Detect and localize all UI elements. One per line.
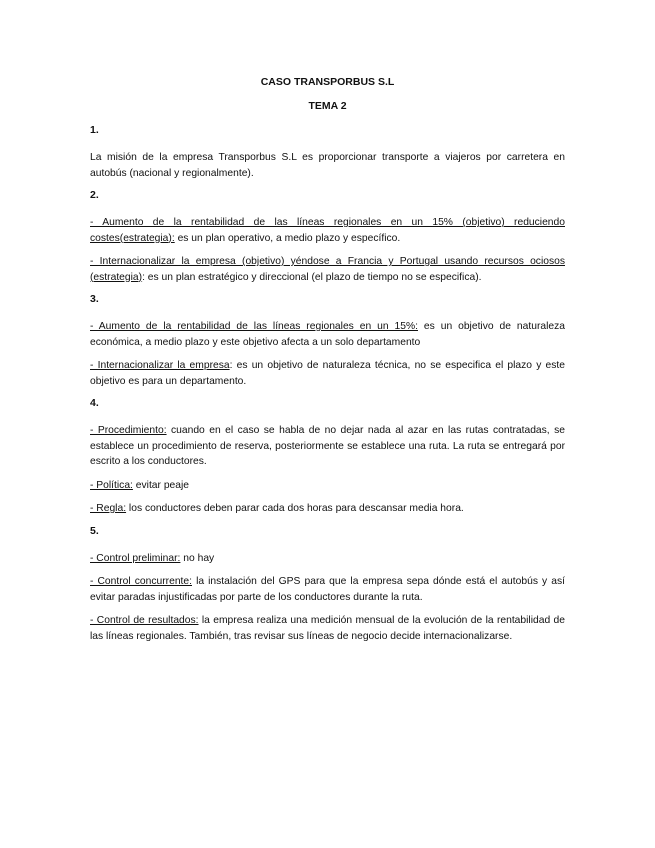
paragraph-text: los conductores deben parar cada dos horas para descansar media hora. (126, 503, 464, 514)
paragraph-text: : es un plan estratégico y direccional (el plazo de tiempo no se especifica). (142, 271, 482, 283)
answer-paragraph (90, 478, 565, 494)
answer-paragraph (90, 319, 565, 350)
paragraph-text: no hay (180, 552, 215, 564)
underlined-term: - Internacionalizar la empresa (90, 360, 230, 371)
answer-paragraph (90, 501, 565, 517)
answer-paragraph (90, 574, 565, 605)
section-number: 1. (90, 124, 99, 136)
underlined-term: - Política: (90, 479, 133, 491)
underlined-term: - Internacionalizar la empresa (objetivo) yéndose a Francia y Portugal usando recursos ociosos (estrategia) (90, 256, 565, 283)
paragraph-text: la empresa realiza una medición mensual de la evolución de la rentabilidad de las líneas regionales. También, tras revisar sus líneas de negocio decide internacionalizarse. (90, 615, 565, 642)
underlined-term: - Control concurrente: (90, 576, 192, 587)
section-number: 4. (90, 397, 99, 409)
paragraph-text: cuando en el caso se habla de no dejar nada al azar en las rutas contratadas, se establece un procedimiento de reserva, posteriormente se establece una ruta. La ruta se entregará por escrito a los conductores. (90, 425, 565, 467)
paragraph-text: evitar peaje (132, 479, 190, 491)
answer-paragraph (90, 551, 565, 567)
answer-paragraph (90, 613, 565, 644)
underlined-term: - Control de resultados: (90, 615, 199, 626)
paragraph-text: : es un objetivo de naturaleza técnica, no se especifica el plazo y este objetivo es para un departamento. (90, 360, 566, 387)
section-number: 3. (90, 293, 99, 305)
underlined-term: - Regla: (90, 503, 127, 514)
section-number: 2. (90, 189, 99, 201)
answer-paragraph (90, 254, 565, 285)
paragraph-text: es un plan operativo, a medio plazo y específico. (174, 232, 401, 244)
document-body (90, 124, 565, 652)
section-number: 5. (90, 524, 99, 537)
document-subtitle: TEMA 2 (308, 100, 347, 112)
paragraph-text: La misión de la empresa Transporbus S.L es proporcionar transporte a viajeros por carretera en autobús (nacional y regionalmente). (90, 152, 565, 179)
answer-paragraph (90, 150, 565, 181)
answer-paragraph (90, 423, 565, 470)
paragraph-text: la instalación del GPS para que la empresa sepa dónde está el autobús y así evitar paradas injustificadas por parte de los conductores durante la ruta. (90, 576, 565, 603)
document-title: CASO TRANSPORBUS S.L (260, 76, 395, 88)
underlined-term: - Aumento de la rentabilidad de las líneas regionales en un 15% (objetivo) reduciendo costes(estrategia): (90, 217, 565, 244)
answer-paragraph (90, 215, 565, 246)
answer-paragraph (90, 358, 565, 389)
underlined-term: - Aumento de la rentabilidad de las líneas regionales en un 15%: (90, 321, 418, 332)
underlined-term: - Control preliminar: (90, 552, 181, 564)
paragraph-text: es un objetivo de naturaleza económica, a medio plazo y este objetivo afecta a un solo departamento (90, 321, 565, 348)
underlined-term: - Procedimiento: (90, 425, 167, 436)
